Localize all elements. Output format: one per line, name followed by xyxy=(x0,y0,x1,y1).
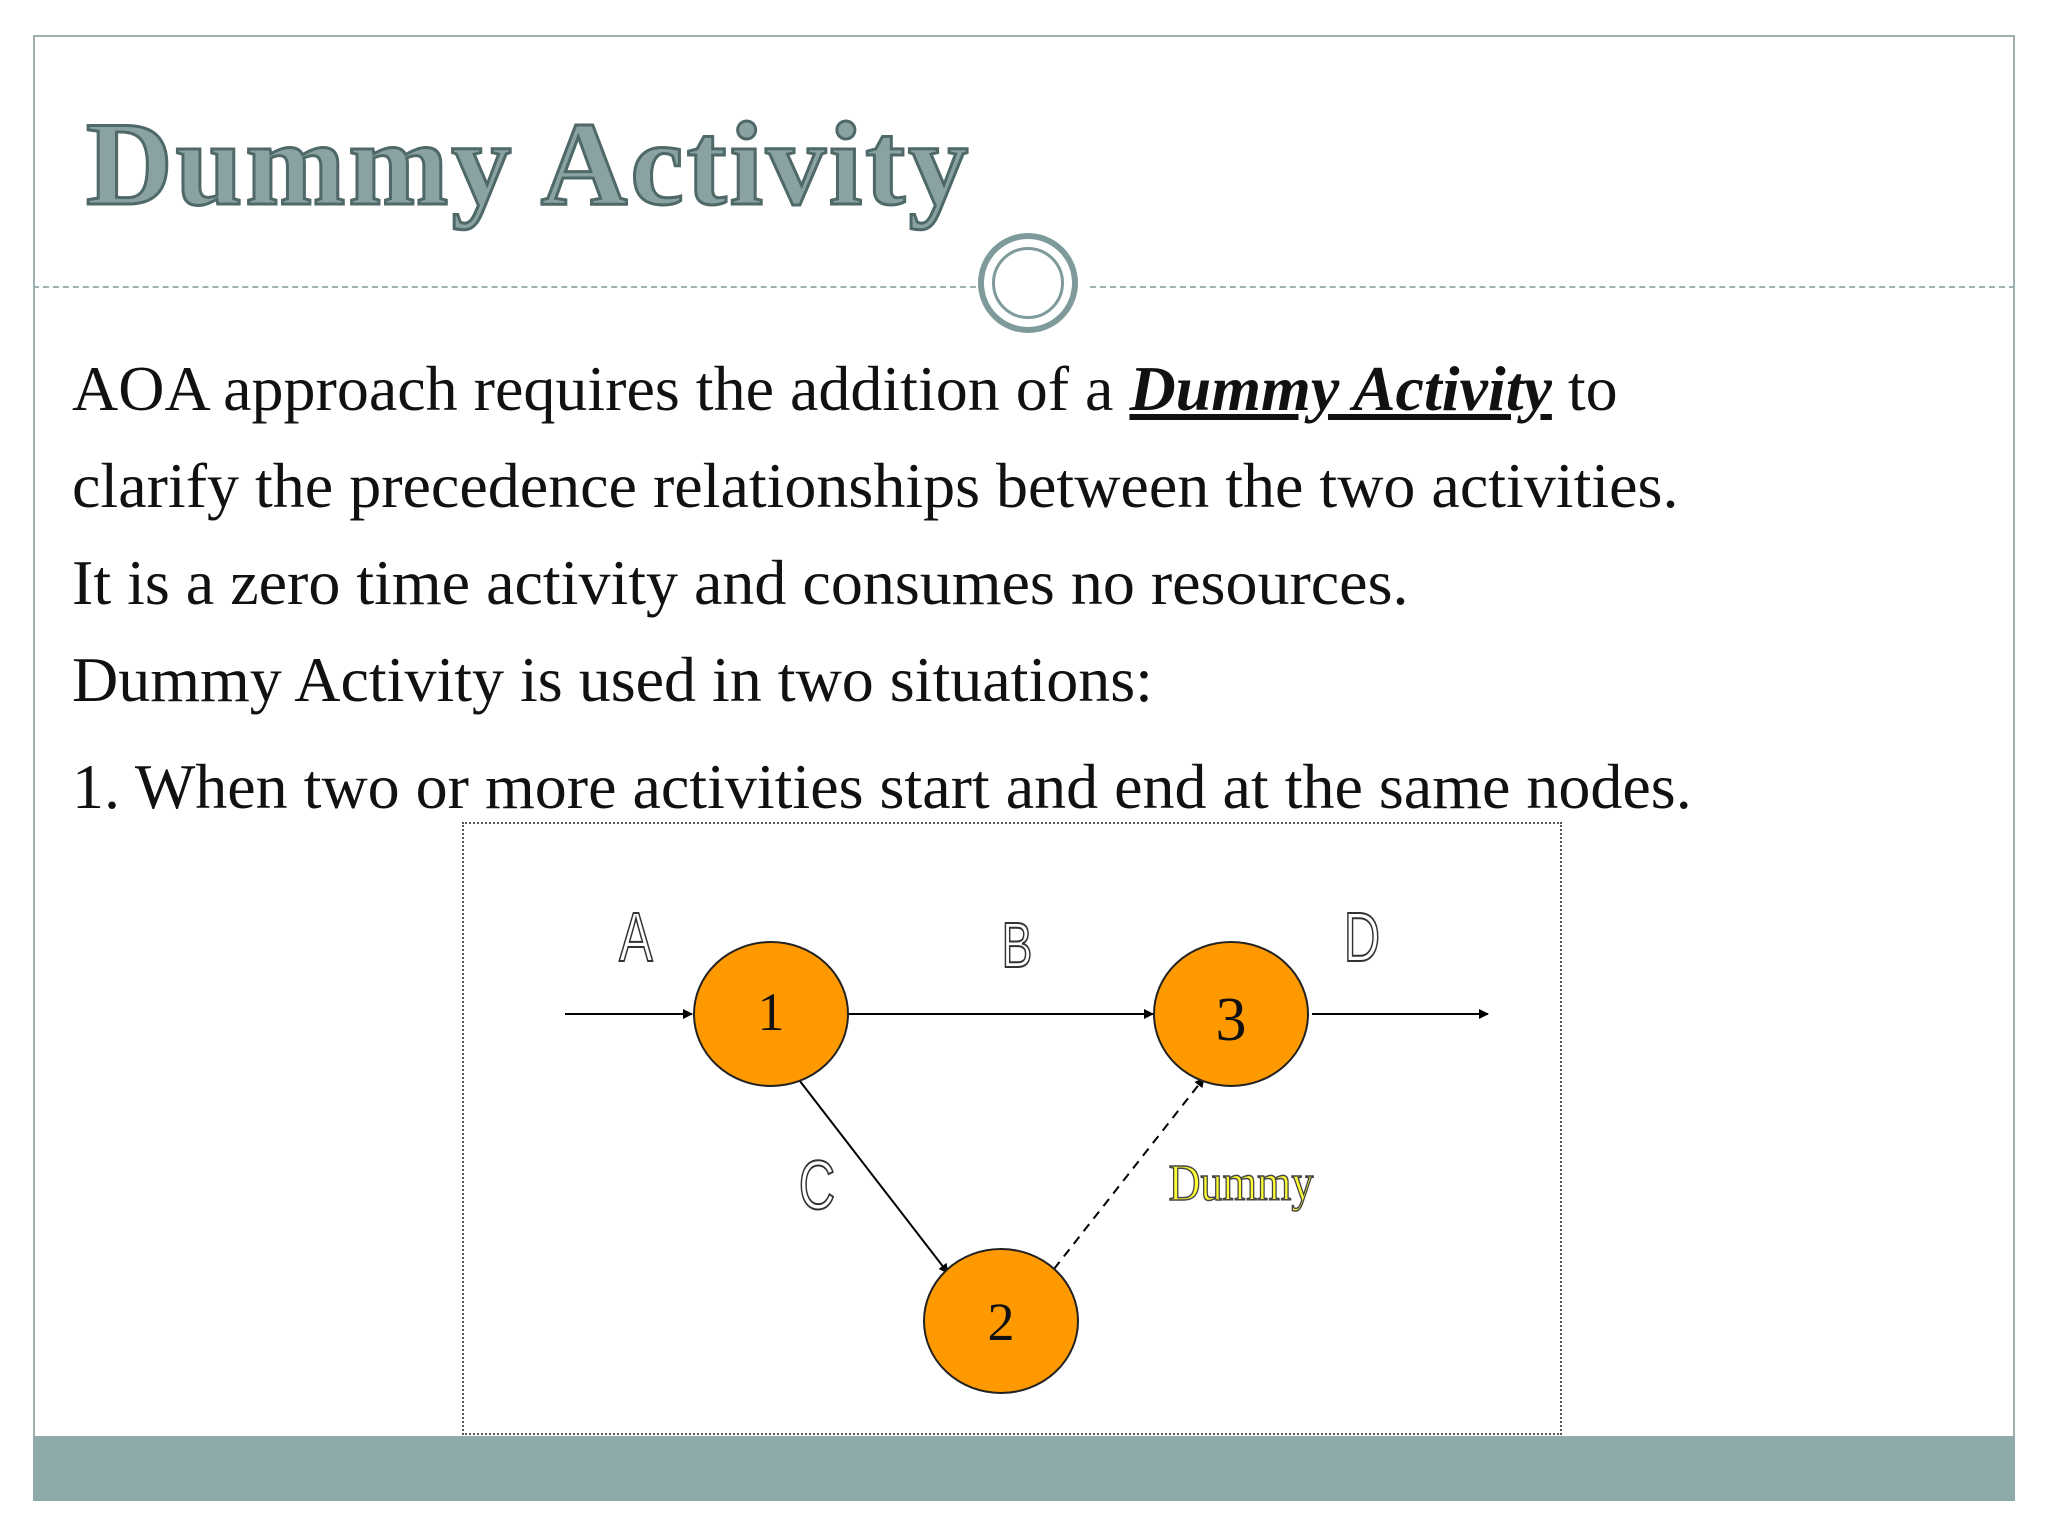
slide-body xyxy=(72,340,2012,835)
dummy-activity-label: Dummy xyxy=(1168,1154,1314,1212)
title-divider-left xyxy=(33,286,976,288)
node-1-label: 1 xyxy=(757,982,785,1042)
diagram-canvas xyxy=(464,824,1564,1437)
body-line-3: It is a zero time activity and consumes no resources. xyxy=(72,547,1409,618)
title-divider-right xyxy=(1090,286,2015,288)
slide-title: Dummy Activity xyxy=(86,97,972,230)
footer-bar xyxy=(33,1436,2015,1501)
dummy-activity-emphasis: Dummy Activity xyxy=(1129,353,1552,424)
activity-c-label: C xyxy=(798,1145,836,1224)
list-item-1: 1. When two or more activities start and end at the same nodes. xyxy=(72,751,1692,822)
divider-circle-ornament xyxy=(978,233,1078,333)
node-2-label: 2 xyxy=(987,1292,1015,1352)
activity-a-label: A xyxy=(619,897,653,976)
body-line-1-end: to xyxy=(1551,353,1618,424)
aoa-network-diagram xyxy=(462,822,1562,1435)
body-line-1 xyxy=(72,340,2012,437)
node-3-label: 3 xyxy=(1215,986,1247,1054)
body-line-2: clarify the precedence relationships between the two activities. xyxy=(72,450,1679,521)
activity-d-label: D xyxy=(1343,897,1381,976)
body-line-4: Dummy Activity is used in two situations: xyxy=(72,644,1153,715)
body-line-1-text: AOA approach requires the addition of a xyxy=(72,353,1130,424)
activity-b-label: B xyxy=(1001,909,1033,981)
